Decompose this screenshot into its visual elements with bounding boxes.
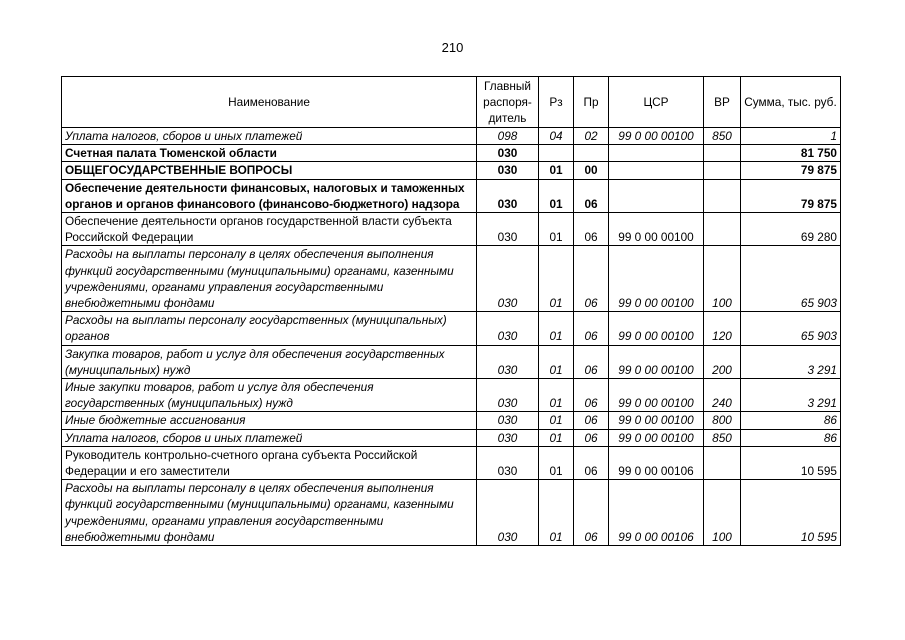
table-row [62, 246, 841, 312]
table-row [62, 179, 841, 212]
row-rz: 01 [539, 179, 574, 212]
row-name: Иные бюджетные ассигнования [62, 412, 477, 429]
row-name: ОБЩЕГОСУДАРСТВЕННЫЕ ВОПРОСЫ [62, 162, 477, 179]
row-csr [609, 179, 704, 212]
row-grs: 030 [477, 345, 539, 378]
row-sum: 65 903 [741, 312, 841, 345]
row-vr [704, 145, 741, 162]
table-row [62, 480, 841, 546]
row-pr: 02 [574, 128, 609, 145]
row-csr [609, 162, 704, 179]
row-rz: 01 [539, 213, 574, 246]
row-rz: 01 [539, 429, 574, 446]
row-grs: 030 [477, 429, 539, 446]
row-name: Руководитель контрольно-счетного органа субъекта Российской Федерации и его заместители [62, 446, 477, 479]
row-csr: 99 0 00 00100 [609, 429, 704, 446]
table-row [62, 128, 841, 145]
row-name: Счетная палата Тюменской области [62, 145, 477, 162]
row-name: Уплата налогов, сборов и иных платежей [62, 429, 477, 446]
row-rz: 01 [539, 345, 574, 378]
row-sum: 86 [741, 429, 841, 446]
row-sum: 10 595 [741, 446, 841, 479]
row-vr [704, 179, 741, 212]
row-vr [704, 446, 741, 479]
table-row [62, 162, 841, 179]
row-csr: 99 0 00 00100 [609, 345, 704, 378]
row-sum: 81 750 [741, 145, 841, 162]
row-pr: 06 [574, 179, 609, 212]
row-grs: 030 [477, 379, 539, 412]
row-grs: 030 [477, 412, 539, 429]
row-rz: 01 [539, 162, 574, 179]
row-grs: 030 [477, 213, 539, 246]
row-csr: 99 0 00 00106 [609, 446, 704, 479]
row-vr: 800 [704, 412, 741, 429]
header-rz: Рз [539, 77, 574, 128]
row-sum: 79 875 [741, 162, 841, 179]
row-name: Обеспечение деятельности финансовых, налоговых и таможенных органов и органов финансового (финансово-бюджетного) надзора [62, 179, 477, 212]
row-pr: 06 [574, 480, 609, 546]
row-grs: 030 [477, 246, 539, 312]
header-csr: ЦСР [609, 77, 704, 128]
row-vr: 120 [704, 312, 741, 345]
row-pr: 06 [574, 345, 609, 378]
row-vr [704, 213, 741, 246]
row-name: Уплата налогов, сборов и иных платежей [62, 128, 477, 145]
budget-table [61, 76, 841, 546]
row-rz: 01 [539, 379, 574, 412]
row-pr: 06 [574, 429, 609, 446]
row-vr: 240 [704, 379, 741, 412]
header-name: Наименование [62, 77, 477, 128]
row-csr: 99 0 00 00106 [609, 480, 704, 546]
row-csr: 99 0 00 00100 [609, 246, 704, 312]
table-row [62, 213, 841, 246]
table-row [62, 345, 841, 378]
row-sum: 79 875 [741, 179, 841, 212]
row-csr: 99 0 00 00100 [609, 379, 704, 412]
row-sum: 69 280 [741, 213, 841, 246]
row-rz: 01 [539, 246, 574, 312]
row-name: Обеспечение деятельности органов государственной власти субъекта Российской Федерации [62, 213, 477, 246]
row-vr: 100 [704, 246, 741, 312]
row-sum: 3 291 [741, 345, 841, 378]
row-vr: 100 [704, 480, 741, 546]
table-row [62, 446, 841, 479]
header-sum: Сумма, тыс. руб. [741, 77, 841, 128]
row-name: Расходы на выплаты персоналу государственных (муниципальных) органов [62, 312, 477, 345]
table-header-row [62, 77, 841, 128]
row-pr: 06 [574, 213, 609, 246]
row-pr: 06 [574, 446, 609, 479]
row-grs: 030 [477, 145, 539, 162]
row-grs: 098 [477, 128, 539, 145]
row-grs: 030 [477, 162, 539, 179]
table-row [62, 412, 841, 429]
row-rz [539, 145, 574, 162]
row-grs: 030 [477, 480, 539, 546]
page-number: 210 [441, 40, 464, 55]
row-grs: 030 [477, 179, 539, 212]
row-name: Расходы на выплаты персоналу в целях обеспечения выполнения функций государственными (муниципальными) органами, казенными учреждениями, органами управления государственными внебюджетными фондами [62, 246, 477, 312]
row-csr: 99 0 00 00100 [609, 412, 704, 429]
row-pr: 00 [574, 162, 609, 179]
row-vr: 850 [704, 128, 741, 145]
row-csr: 99 0 00 00100 [609, 213, 704, 246]
row-rz: 01 [539, 412, 574, 429]
row-name: Расходы на выплаты персоналу в целях обеспечения выполнения функций государственными (муниципальными) органами, казенными учреждениями, органами управления государственными внебюджетными фондами [62, 480, 477, 546]
row-grs: 030 [477, 312, 539, 345]
header-vr: ВР [704, 77, 741, 128]
table-row [62, 145, 841, 162]
row-sum: 3 291 [741, 379, 841, 412]
row-rz: 01 [539, 312, 574, 345]
row-csr [609, 145, 704, 162]
row-pr: 06 [574, 246, 609, 312]
row-pr: 06 [574, 412, 609, 429]
row-pr: 06 [574, 312, 609, 345]
row-pr [574, 145, 609, 162]
row-sum: 65 903 [741, 246, 841, 312]
row-name: Закупка товаров, работ и услуг для обеспечения государственных (муниципальных) нужд [62, 345, 477, 378]
table-row [62, 312, 841, 345]
row-rz: 01 [539, 446, 574, 479]
row-csr: 99 0 00 00100 [609, 128, 704, 145]
row-rz: 04 [539, 128, 574, 145]
row-rz: 01 [539, 480, 574, 546]
table-row [62, 379, 841, 412]
row-sum: 86 [741, 412, 841, 429]
row-grs: 030 [477, 446, 539, 479]
row-sum: 1 [741, 128, 841, 145]
row-vr: 200 [704, 345, 741, 378]
row-sum: 10 595 [741, 480, 841, 546]
table-row [62, 429, 841, 446]
row-vr [704, 162, 741, 179]
row-pr: 06 [574, 379, 609, 412]
header-pr: Пр [574, 77, 609, 128]
header-grs: Главный распоря-дитель [477, 77, 539, 128]
row-vr: 850 [704, 429, 741, 446]
row-csr: 99 0 00 00100 [609, 312, 704, 345]
row-name: Иные закупки товаров, работ и услуг для обеспечения государственных (муниципальных) нужд [62, 379, 477, 412]
